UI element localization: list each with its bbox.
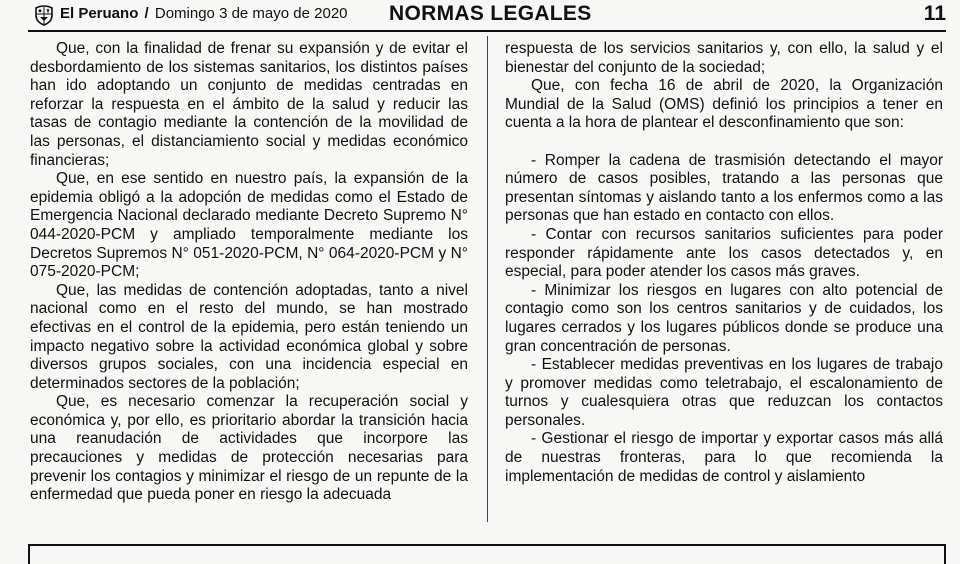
next-section-box bbox=[28, 544, 946, 564]
masthead-separator: / bbox=[144, 5, 149, 22]
paragraph: Que, es necesario comenzar la recuperación social y económica y, por ello, es prioritario abordar la transición hacia una reanudación de actividades que incorpore las precauciones y medidas de protección necesarias para prevenir los contagios y minimizar el riesgo de un repunte de la enfermedad que pueda poner en riesgo la adecuada bbox=[30, 393, 468, 504]
issue-date: Domingo 3 de mayo de 2020 bbox=[154, 5, 348, 22]
column-divider bbox=[487, 36, 488, 522]
masthead bbox=[60, 5, 348, 22]
bullet-item: - Gestionar el riesgo de importar y exportar casos más allá de nuestras fronteras, para lo que recomienda la implementación de medidas de control y aislamiento bbox=[505, 430, 943, 485]
bullet-item: - Contar con recursos sanitarios suficientes para poder responder rápidamente ante los casos detectados y, en especial, para poder atender los casos más graves. bbox=[505, 225, 943, 281]
paragraph: Que, con la finalidad de frenar su expansión y de evitar el desbordamiento de los sistemas sanitarios, los distintos países han ido adoptando un conjunto de medidas centradas en reforzar la respuesta en el ámbito de la salud y reducir las tasas de contagio mediante la contención de la movilidad de las personas, el distanciamiento social y medidas económico financieras; bbox=[30, 40, 468, 169]
page-header bbox=[0, 0, 960, 30]
bullet-item: - Minimizar los riesgos en lugares con alto potencial de contagio como son los centros sanitarios y de cuidados, los lugares cerrados y los lugares públicos donde se produce una gran concentración de personas. bbox=[505, 281, 943, 355]
left-column bbox=[30, 40, 468, 505]
newspaper-name: El Peruano bbox=[60, 5, 139, 22]
paragraph: Que, en ese sentido en nuestro país, la expansión de la epidemia obligó a la adopción de medidas como el Estado de Emergencia Nacional declarado mediante Decreto Supremo N° 044-2020-PCM y ampliado temporalmente mediante los Decretos Supremos N° 051-2020-PCM, N° 064-2020-PCM y N° 075-2020-PCM; bbox=[30, 170, 468, 281]
paragraph: Que, las medidas de contención adoptadas, tanto a nivel nacional como en el resto del mundo, se han mostrado efectivas en el control de la epidemia, pero están teniendo un impacto negativo sobre la actividad económica global y sobre diversos grupos sociales, con una incidencia especial en determinados sectores de la población; bbox=[30, 281, 468, 392]
page-number: 11 bbox=[923, 2, 946, 25]
coat-of-arms-icon bbox=[33, 4, 55, 26]
section-title: NORMAS LEGALES bbox=[389, 2, 592, 25]
continuation-paragraph: respuesta de los servicios sanitarios y, con ello, la salud y el bienestar del conjunto de la sociedad; bbox=[505, 40, 943, 76]
header-rule bbox=[28, 30, 946, 32]
paragraph-spacer bbox=[505, 133, 943, 152]
bullet-item: - Establecer medidas preventivas en los lugares de trabajo y promover medidas como teletrabajo, el escalonamiento de turnos y cualesquiera otras que reduzcan los contactos personales. bbox=[505, 356, 943, 429]
paragraph: Que, con fecha 16 de abril de 2020, la Organización Mundial de la Salud (OMS) definió los principios a tener en cuenta a la hora de plantear el desconfinamiento que son: bbox=[505, 77, 943, 132]
bullet-item: - Romper la cadena de trasmisión detectando el mayor número de casos posibles, tratando a las personas que presentan síntomas y aislando tanto a los enfermos como a las personas que han estado en contacto con ellos. bbox=[505, 151, 943, 225]
right-column bbox=[505, 40, 943, 486]
